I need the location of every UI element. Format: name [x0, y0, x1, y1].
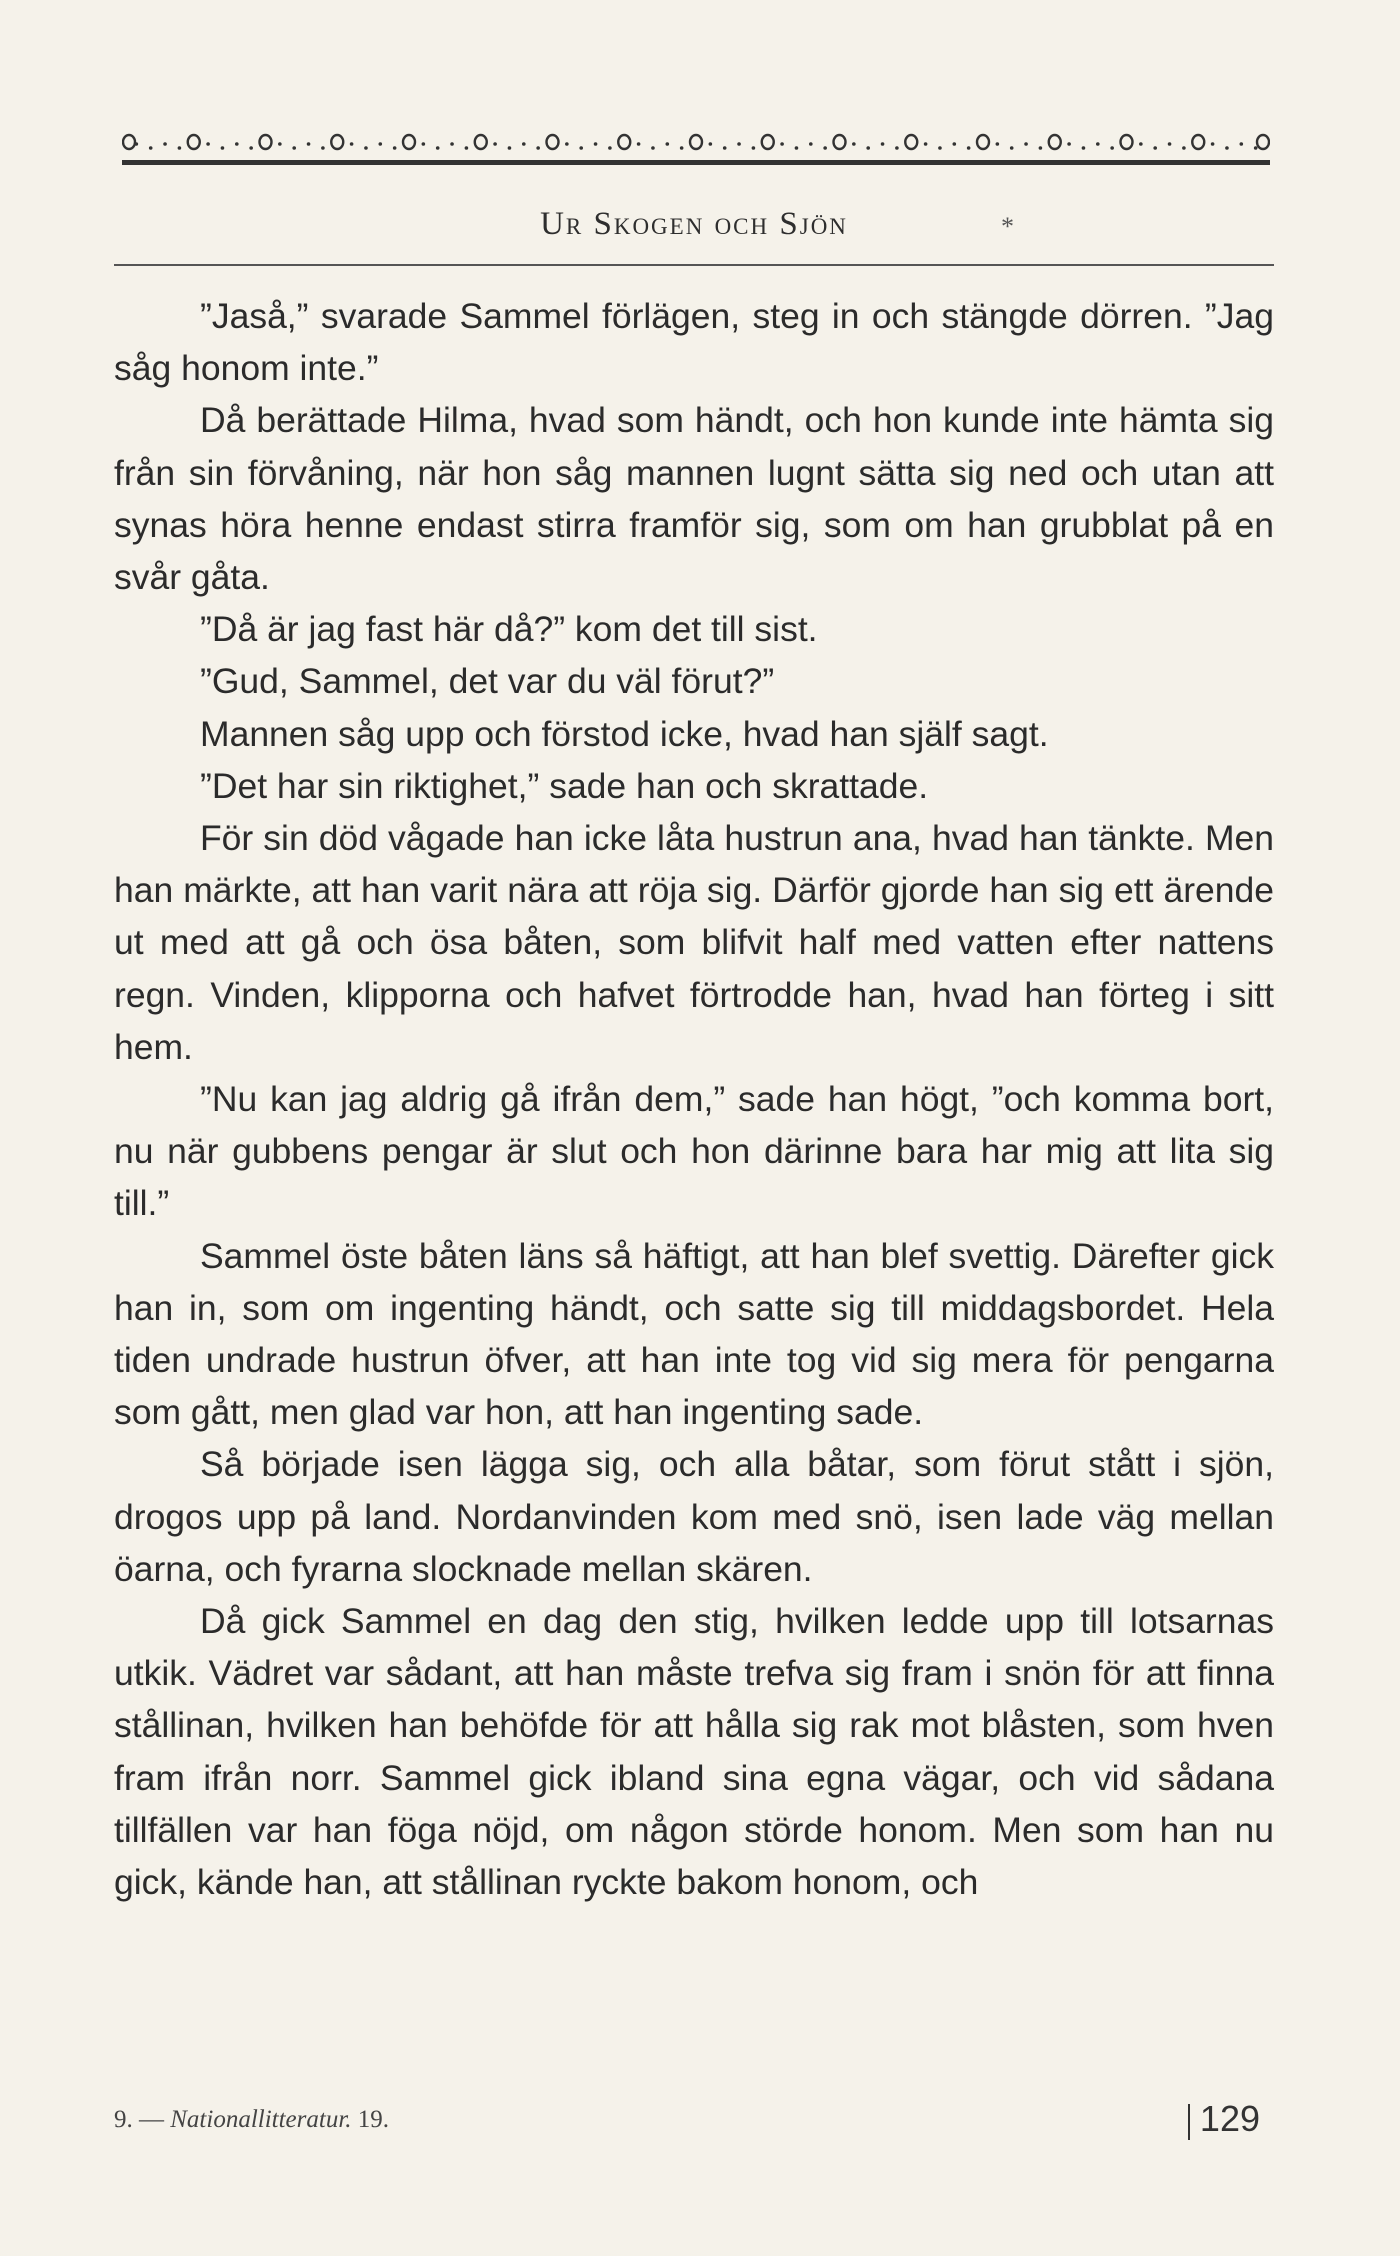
ornament-ring	[1121, 135, 1133, 149]
ornament-dot	[780, 142, 784, 146]
ornament-dot	[393, 146, 397, 150]
ornament-ring	[547, 135, 559, 149]
ornament-dot	[852, 142, 856, 146]
ornament-dot	[666, 142, 670, 146]
paragraph: ”Gud, Sammel, det var du väl förut?”	[200, 661, 775, 702]
paragraph: ”Det har sin riktighet,” sade han och skrattade.	[200, 765, 929, 806]
ornament-dot	[221, 146, 225, 150]
ornament-ring	[475, 135, 487, 149]
body-text	[114, 290, 1274, 1908]
paragraph: ”Nu kan jag aldrig gå ifrån dem,” sade han högt, ”och komma bort, nu när gubbens pengar är slut och hon därinne bara har mig att lita sig till.”	[114, 1079, 1274, 1224]
ornament-ring	[834, 135, 846, 149]
ornament-dot	[709, 142, 713, 146]
ornament-dot	[1139, 142, 1143, 146]
ornament-dot	[809, 142, 813, 146]
ornament-dot	[364, 146, 368, 150]
ornament-dot	[1240, 142, 1244, 146]
page-number: 129	[1199, 2098, 1260, 2139]
ornament-dot	[307, 142, 311, 146]
ornament-dot	[823, 146, 827, 150]
ornament-dot	[493, 142, 497, 146]
ornament-ring	[403, 135, 415, 149]
ornament-dot	[637, 142, 641, 146]
ornament-dot	[508, 146, 512, 150]
signature-prefix: 9. —	[114, 2106, 164, 2133]
printer-signature	[114, 2106, 389, 2134]
ornament-ring	[1049, 135, 1061, 149]
ornament-dot	[1254, 146, 1258, 150]
paragraph: Då gick Sammel en dag den stig, hvilken ledde upp till lotsarnas utkik. Vädret var sådant, att han måste trefva sig fram i snön för att finna stållinan, hvilken han behöfde för att hålla sig rak mot blåsten, som hven fram ifrån norr. Sammel gick ibland sina egna vägar, och vid sådana tillfällen var han föga nöjd, om någon störde honom. Men som han nu gick, kände han, att stållinan ryckte bakom honom, och	[114, 1601, 1274, 1903]
ornament-dot	[178, 146, 182, 150]
ornament-dot	[135, 142, 139, 146]
ornament-dot	[1096, 142, 1100, 146]
ornament-dot	[924, 142, 928, 146]
ornament-dot	[651, 146, 655, 150]
signature-number: 19.	[357, 2106, 390, 2133]
ornament-dot	[737, 142, 741, 146]
ornament-dot	[422, 142, 426, 146]
header-rule	[114, 264, 1274, 266]
ornament-dot	[723, 146, 727, 150]
ornament-ring	[1192, 135, 1204, 149]
ornament-ring	[188, 135, 200, 149]
ornament-dot	[1168, 142, 1172, 146]
ornament-dot	[1153, 146, 1157, 150]
ornament-ring	[762, 135, 774, 149]
ornament-ring	[331, 135, 343, 149]
ornament-dot	[206, 142, 210, 146]
ornament-dot	[1024, 142, 1028, 146]
ornament-dot	[278, 142, 282, 146]
ornament-dot	[1039, 146, 1043, 150]
ornament-dot	[996, 142, 1000, 146]
ornament-dot	[938, 146, 942, 150]
ornament-dot	[752, 146, 756, 150]
paragraph: ”Då är jag fast här då?” kom det till sist.	[200, 609, 818, 650]
ornament-dot	[866, 146, 870, 150]
paragraph: ”Jaså,” svarade Sammel förlägen, steg in och stängde dörren. ”Jag såg honom inte.”	[114, 296, 1274, 389]
ornament-ring	[905, 135, 917, 149]
paragraph: Mannen såg upp och förstod icke, hvad han själf sagt.	[200, 713, 1049, 754]
ornament-dot	[579, 146, 583, 150]
paragraph: Sammel öste båten läns så häftigt, att han blef svettig. Därefter gick han in, som om ingenting händt, och satte sig till middagsbordet. Hela tiden undrade hustrun öfver, att han inte tog vid sig mera för pengarna som gått, men glad var hon, att han ingenting sade.	[114, 1235, 1274, 1433]
ornament-dot	[163, 142, 167, 146]
ornament-dot	[1082, 146, 1086, 150]
ornament-dot	[795, 146, 799, 150]
ornament-dot	[1182, 146, 1186, 150]
paragraph: Då berättade Hilma, hvad som händt, och hon kunde inte hämta sig från sin förvåning, när hon såg mannen lugnt sätta sig ned och utan att synas höra henne endast stirra framför sig, som om han grubblat på en svår gåta.	[114, 400, 1274, 598]
ornament-dot	[565, 142, 569, 146]
ornament-dot	[292, 146, 296, 150]
ornament-dot	[680, 146, 684, 150]
paragraph: För sin död vågade han icke låta hustrun ana, hvad han tänkte. Men han märkte, att han varit nära att röja sig. Därför gjorde han sig ett ärende ut med att gå och ösa båten, som blifvit half med vatten efter nattens regn. Vinden, klipporna och hafvet förtrodde han, hvad han förteg i sitt hem.	[114, 818, 1274, 1067]
ornament-dot	[522, 142, 526, 146]
ornament-dot	[608, 146, 612, 150]
ornament-dot	[1110, 146, 1114, 150]
ornament-ring	[123, 135, 135, 149]
ornament-dot	[536, 146, 540, 150]
ornament-dot	[1211, 142, 1215, 146]
ornament-ring	[977, 135, 989, 149]
ornament-dot	[465, 146, 469, 150]
ornament-dot	[1225, 146, 1229, 150]
ornament-dot	[1010, 146, 1014, 150]
running-head	[114, 206, 1274, 266]
ornament-dot	[881, 142, 885, 146]
footer	[114, 2098, 1274, 2148]
ornament-ring	[260, 135, 272, 149]
ornament-dot	[953, 142, 957, 146]
ornament-dot	[895, 146, 899, 150]
ornament-dot	[235, 142, 239, 146]
paragraph: Så började isen lägga sig, och alla båtar, som förut stått i sjön, drogos upp på land. Nordanvinden kom med snö, isen lade väg mellan öarna, och fyrarna slocknade mellan skären.	[114, 1444, 1274, 1589]
ornament-dot	[321, 146, 325, 150]
ornament-dot	[149, 146, 153, 150]
ornament-ring	[618, 135, 630, 149]
ornament-dot	[1067, 142, 1071, 146]
ornament-ring	[1257, 135, 1269, 149]
ornament-dot	[436, 146, 440, 150]
ornament-dot	[967, 146, 971, 150]
ornament-dot	[450, 142, 454, 146]
ornament-dot	[594, 142, 598, 146]
ornament-dot	[249, 146, 253, 150]
signature-series: Nationallitteratur.	[170, 2106, 352, 2133]
ornamental-border	[122, 130, 1270, 170]
header-mark: *	[1001, 212, 1014, 241]
ornament-dot	[350, 142, 354, 146]
ornament-ring	[690, 135, 702, 149]
running-title: Ur Skogen och Sjön	[540, 206, 848, 242]
ornament-dot	[379, 142, 383, 146]
